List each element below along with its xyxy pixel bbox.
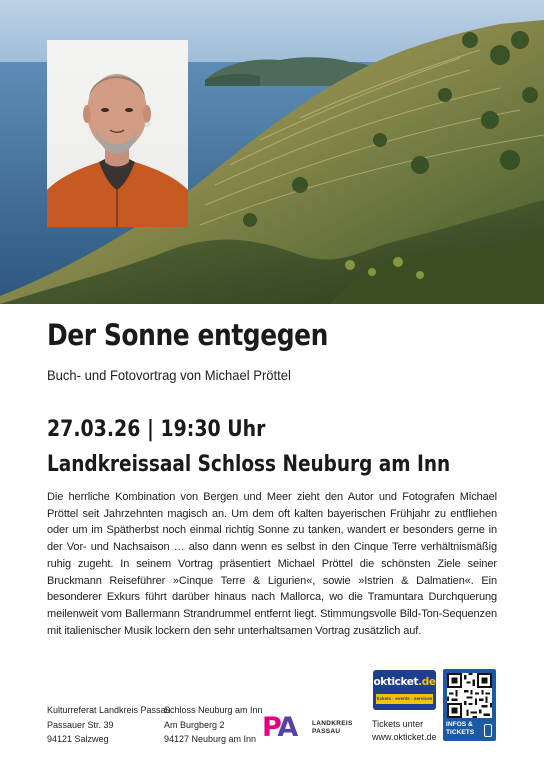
pa-logo-mark: PA	[262, 712, 297, 743]
location-line: Schloss Neuburg am Inn	[164, 705, 263, 715]
event-venue: Landkreissaal Schloss Neuburg am Inn	[47, 452, 451, 477]
event-subtitle: Buch- und Fotovortrag von Michael Pröttel	[47, 367, 291, 383]
qr-code-block[interactable]	[443, 669, 496, 741]
tickets-url[interactable]: www.okticket.de	[372, 731, 437, 742]
okticket-tagline: tickets · events · services	[376, 694, 433, 704]
pa-logo-wordmark: LANDKREIS PASSAU	[312, 720, 353, 735]
organizer-line: Passauer Str. 39	[47, 719, 114, 730]
tickets-info	[372, 718, 437, 743]
event-description: Die herrliche Kombination von Bergen und Meer zieht den Autor und Fotografen Michael Pröttel seit Jahrzehnten magisch an. Um dem oft kalten bayerischen Frühjahr zu entfliehen oder um im Spätherbst noch einmal richtig Sonne zu tanken, wandert er besonders gerne in der Vor- und Nachsaison … also dann wenn es selbst in den Cinque Terre verhältnismäßig ruhig zugeht. In seinem Vortrag präsentiert Michael Pröttel die schönsten Ziele seiner Bruckmann Reiseführer »Cinque Terre & Ligurien«, sowie »Istrien & Dalmatien«. Ein besonderer Exkurs führt darüber hinaus nach Mallorca, wo die Tramuntara Durchquerung meilenweit vom Ballermann Strandrummel entfernt liegt. Stimmungsvolle Bild-Ton-Sequenzen mit italienischer Musik lockern den sehr unterhaltsamen Vortrag zusätzlich auf.	[47, 491, 497, 637]
location-address	[164, 703, 263, 747]
location-line: Am Burgberg 2	[164, 719, 225, 730]
author-portrait	[47, 40, 188, 227]
event-title: Der Sonne entgegen	[47, 318, 328, 352]
landkreis-passau-logo	[262, 713, 362, 743]
okticket-logo[interactable]	[373, 670, 436, 710]
tickets-label: Tickets unter	[372, 719, 424, 729]
location-line: 94127 Neuburg am Inn	[164, 734, 257, 744]
qr-code-icon[interactable]	[447, 673, 492, 718]
phone-icon	[484, 724, 492, 737]
qr-label: INFOS & TICKETS	[446, 721, 475, 736]
organizer-line: Kulturreferat Landkreis Passau	[47, 705, 171, 715]
hero-photo	[0, 0, 544, 304]
organizer-address	[47, 703, 171, 747]
okticket-brand: okticket.de	[373, 676, 436, 688]
event-date-time: 27.03.26 | 19:30 Uhr	[47, 417, 266, 442]
organizer-line: 94121 Salzweg	[47, 734, 109, 744]
